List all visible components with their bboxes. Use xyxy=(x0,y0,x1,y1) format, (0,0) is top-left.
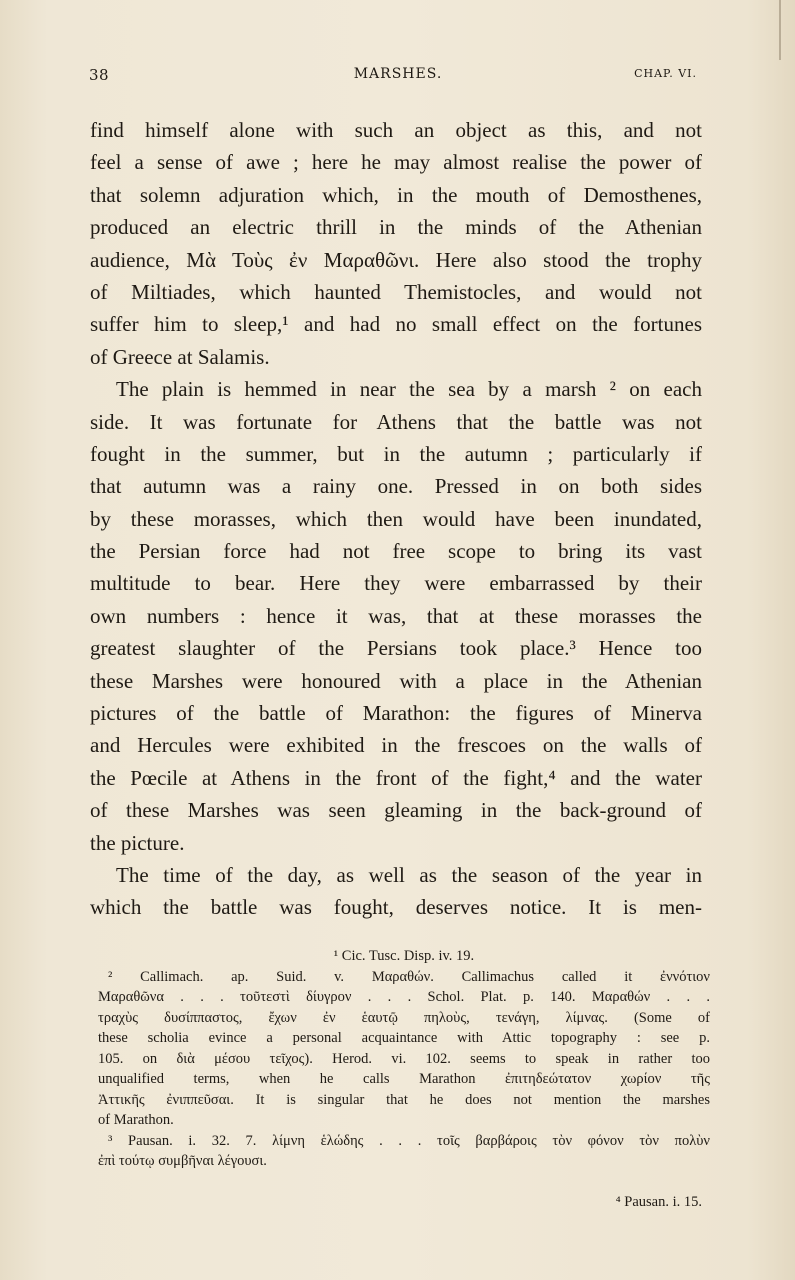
page-number: 38 xyxy=(89,66,110,84)
text-line: produced an electric thrill in the minds of the Athenian xyxy=(90,215,702,240)
text-line: multitude to bear. Here they were embarrassed by their xyxy=(90,571,702,596)
footnote-line: τραχὺς δυσίππαστος, ἔχων ἐν ἑαυτῷ πηλοὺς, τενάγη, λίμνας. (Some of xyxy=(98,1009,710,1026)
text-line: feel a sense of awe ; here he may almost realise the power of xyxy=(90,150,702,175)
text-line: the Persian force had not free scope to bring its vast xyxy=(90,539,702,564)
text-line: suffer him to sleep,¹ and had no small effect on the fortunes xyxy=(90,312,702,337)
text-line: which the battle was fought, deserves notice. It is men- xyxy=(90,895,702,920)
text-line: that autumn was a rainy one. Pressed in on both sides xyxy=(90,474,702,499)
footnote-line: ⁴ Pausan. i. 15. xyxy=(615,1194,702,1210)
page-edge-mark xyxy=(779,0,781,60)
main-text xyxy=(90,114,702,924)
text-line: pictures of the battle of Marathon: the figures of Minerva xyxy=(90,701,702,726)
footnotes xyxy=(98,946,710,1172)
footnote-line: ² Callimach. ap. Suid. v. Μαραθών. Callimachus called it ἐννότιον xyxy=(108,968,710,985)
footnote-4-container xyxy=(0,1192,702,1213)
text-line: the Pœcile at Athens in the front of the fight,⁴ and the water xyxy=(90,765,702,790)
text-line: of these Marshes was seen gleaming in the back-ground of xyxy=(90,798,702,823)
text-line: audience, Μὰ Τοὺς ἐν Μαραθῶνι. Here also stood the trophy xyxy=(90,247,702,272)
text-line: the picture. xyxy=(90,830,185,855)
footnote-line: unqualified terms, when he calls Marathon ἐπιτηδεώτατον χωρίον τῆς xyxy=(98,1071,710,1087)
text-line: greatest slaughter of the Persians took place.³ Hence too xyxy=(90,636,702,661)
text-line: side. It was fortunate for Athens that the battle was not xyxy=(90,409,702,434)
page-header xyxy=(89,66,707,86)
footnote-line: ἐπὶ τούτῳ συμβῆναι λέγουσι. xyxy=(98,1153,267,1169)
footnote-line: Ἀττικῆς ἐνιππεῦσαι. It is singular that he does not mention the marshes xyxy=(98,1091,710,1108)
footnote-line: ³ Pausan. i. 32. 7. λίμνη ἑλώδης . . . τοῖς βαρβάροις τὸν φόνον τὸν πολὺν xyxy=(108,1132,710,1149)
footnote-line: 105. on διὰ μέσου τεῖχος). Herod. vi. 102. seems to speak in rather too xyxy=(98,1050,710,1067)
text-line: that solemn adjuration which, in the mouth of Demosthenes, xyxy=(90,182,702,207)
text-line: The time of the day, as well as the season of the year in xyxy=(116,862,702,887)
footnote-line: ¹ Cic. Tusc. Disp. iv. 19. xyxy=(333,948,475,964)
text-line: of Miltiades, which haunted Themistocles, and would not xyxy=(90,279,702,304)
text-line: The plain is hemmed in near the sea by a marsh ² on each xyxy=(116,377,702,402)
text-line: and Hercules were exhibited in the frescoes on the walls of xyxy=(90,733,702,758)
running-title: MARSHES. xyxy=(353,66,443,82)
footnote-line: Μαραθῶνα . . . τοῦτεστὶ δίυγρον . . . Schol. Plat. p. 140. Μαραθών . . . xyxy=(98,989,710,1005)
text-line: find himself alone with such an object as this, and not xyxy=(90,118,702,142)
text-line: these Marshes were honoured with a place in the Athenian xyxy=(90,668,702,693)
footnote-line: of Marathon. xyxy=(98,1112,174,1128)
text-line: by these morasses, which then would have been inundated, xyxy=(90,506,702,531)
chapter-label: CHAP. VI. xyxy=(634,67,697,80)
text-line: of Greece at Salamis. xyxy=(90,344,270,369)
text-line: fought in the summer, but in the autumn ; particularly if xyxy=(90,441,702,466)
footnote-line: these scholia evince a personal acquaintance with Attic topography : see p. xyxy=(98,1030,710,1046)
text-line: own numbers : hence it was, that at these morasses the xyxy=(90,603,702,628)
